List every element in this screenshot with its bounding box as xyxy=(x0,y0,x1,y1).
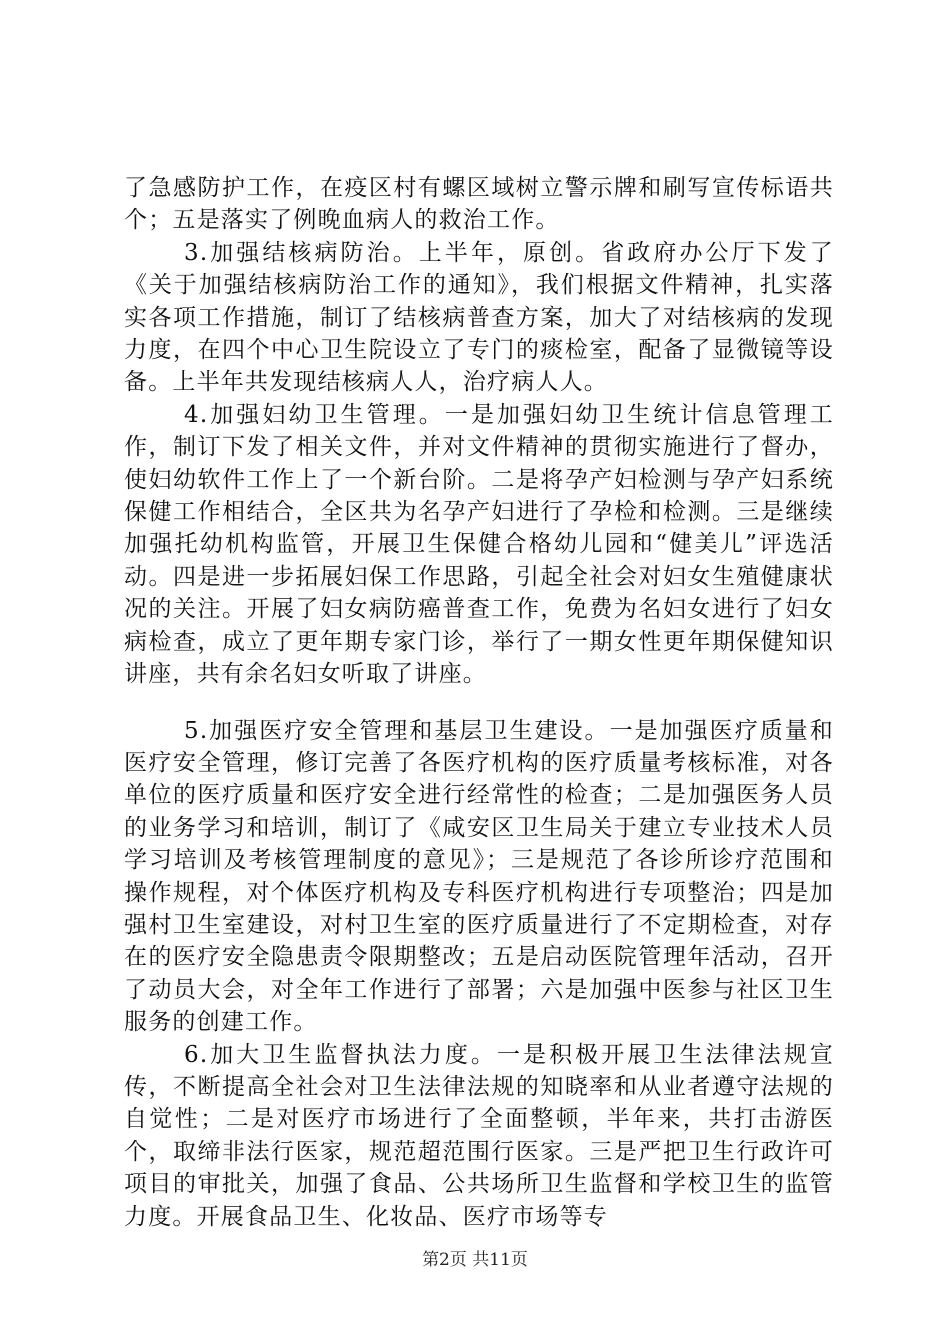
paragraph-health-supervision: 6.加大卫生监督执法力度。一是积极开展卫生法律法规宣传，不断提高全社会对卫生法律法规的知晓率和从业者遵守法规的自觉性；二是对医疗市场进行了全面整顿，半年来，共打击游医个，取缔非法行医家，规范超范围行医家。三是严把卫生行政许可项目的审批关，加强了食品、公共场所卫生监督和学校卫生的监管力度。开展食品卫生、化妆品、医疗市场等专 xyxy=(124,1041,834,1230)
paragraph-continuation: 了急感防护工作，在疫区村有螺区域树立警示牌和刷写宣传标语共个；五是落实了例晚血病人的救治工作。 xyxy=(124,175,834,234)
paragraph-medical-safety: 5.加强医疗安全管理和基层卫生建设。一是加强医疗质量和医疗安全管理，修订完善了各医疗机构的医疗质量考核标准，对各单位的医疗质量和医疗安全进行经常性的检查；二是加强医务人员的业务学习和培训，制订了《咸安区卫生局关于建立专业技术人员学习培训及考核管理制度的意见》；三是规范了各诊所诊疗范围和操作规程，对个体医疗机构及专科医疗机构进行专项整治；四是加强村卫生室建设，对村卫生室的医疗质量进行了不定期检查，对存在的医疗安全隐患责令限期整改；五是启动医院管理年活动，召开了动员大会，对全年工作进行了部署；六是加强中医参与社区卫生服务的创建工作。 xyxy=(124,717,834,1036)
page-footer: 第2页 共11页 xyxy=(422,1250,528,1270)
paragraph-tuberculosis: 3.加强结核病防治。上半年，原创。省政府办公厅下发了《关于加强结核病防治工作的通知》，我们根据文件精神，扎实落实各项工作措施，制订了结核病普查方案，加大了对结核病的发现力度，在四个中心卫生院设立了专门的痰检室，配备了显微镜等设备。上半年共发现结核病人人，治疗病人人。 xyxy=(124,239,834,396)
body-text xyxy=(124,172,834,1233)
paragraph-maternal-child-health: 4.加强妇幼卫生管理。一是加强妇幼卫生统计信息管理工作，制订下发了相关文件，并对文件精神的贯彻实施进行了督办，使妇幼软件工作上了一个新台阶。二是将孕产妇检测与孕产妇系统保健工作相结合，全区共为名孕产妇进行了孕检和检测。三是继续加强托幼机构监管，开展卫生保健合格幼儿园和“健美儿”评选活动。四是进一步拓展妇保工作思路，引起全社会对妇女生殖健康状况的关注。开展了妇女病防癌普查工作，免费为名妇女进行了妇女病检查，成立了更年期专家门诊，举行了一期女性更年期保健知识讲座，共有余名妇女听取了讲座。 xyxy=(124,401,834,688)
